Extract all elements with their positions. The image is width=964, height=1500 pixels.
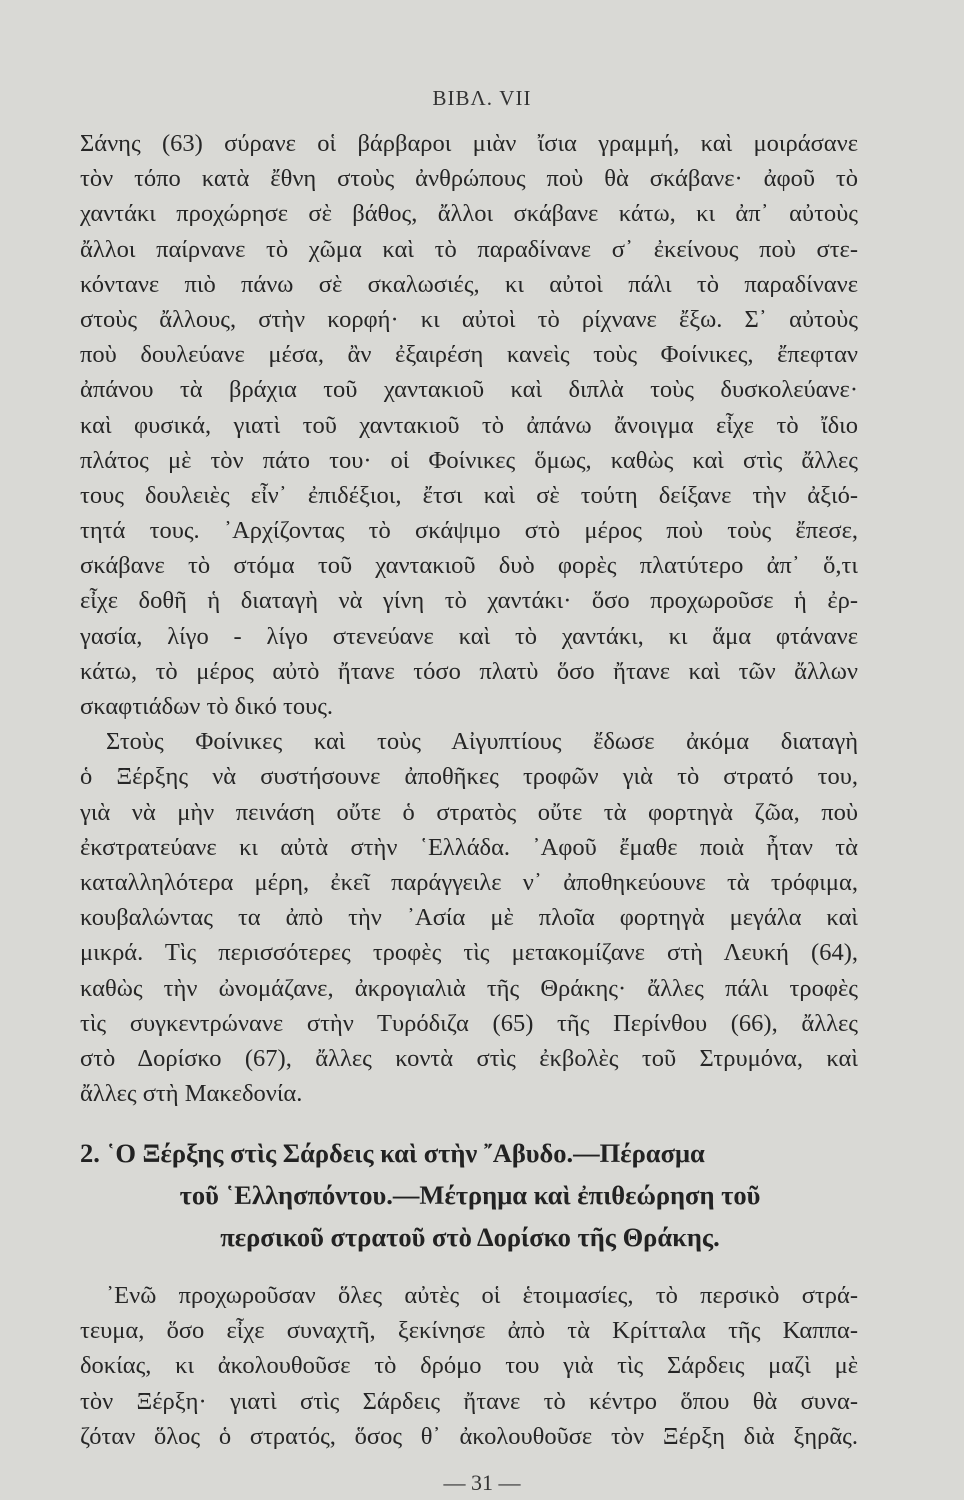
text-line: τους δουλειὲς εἶν᾿ ἐπιδέξιοι, ἔτσι καὶ σὲ τούτη δείξανε τὴν ἀξιό- [80, 481, 858, 509]
text-line: καταλληλότερα μέρη, ἐκεῖ παράγγειλε ν᾿ ἀποθηκεύουνε τὰ τρόφιμα, [80, 868, 858, 896]
body-text-bottom [80, 1278, 858, 1454]
text-line: ἐκστρατεύανε κι αὐτὰ στὴν ῾Ελλάδα. ᾿Αφοῦ ἔμαθε ποιὰ ἦταν τὰ [80, 833, 858, 861]
text-line: χαντάκι προχώρησε σὲ βάθος, ἄλλοι σκάβανε κάτω, κι ἀπ᾿ αὐτοὺς [80, 200, 858, 228]
text-line: στοὺς ἄλλους, στὴν κορφή· κι αὐτοὶ τὸ ρίχνανε ἔξω. Σ᾿ αὐτοὺς [80, 305, 858, 333]
text-line: ἀπάνου τὰ βράχια τοῦ χαντακιοῦ καὶ διπλὰ τοὺς δυσκολεύανε· [80, 376, 858, 404]
text-line: τὶς συγκεντρώνανε στὴν Τυρόδιζα (65) τῆς Περίνθου (66), ἄλλες [80, 1009, 858, 1037]
text-line: ποὺ δουλεύανε μέσα, ἂν ἐξαιρέση κανεὶς τοὺς Φοίνικες, ἔπεφταν [80, 341, 858, 369]
text-line: πλάτος μὲ τὸν πάτο του· οἱ Φοίνικες ὅμως, καθὼς καὶ στὶς ἄλλες [80, 446, 858, 474]
text-line: Σάνης (63) σύρανε οἱ βάρβαροι μιὰν ἴσια γραμμή, καὶ μοιράσανε [80, 130, 858, 157]
text-line: γιὰ νὰ μὴν πεινάση οὔτε ὁ στρατὸς οὔτε τὰ φορτηγὰ ζῶα, ποὺ [80, 798, 858, 826]
text-line: κάτω, τὸ μέρος αὐτὸ ἤτανε τόσο πλατὺ ὅσο ἤτανε καὶ τῶν ἄλλων [80, 657, 858, 685]
text-line: τητά τους. ᾿Αρχίζοντας τὸ σκάψιμο στὸ μέρος ποὺ τοὺς ἔπεσε, [80, 517, 858, 545]
running-head: ΒΙΒΛ. VII [432, 86, 532, 110]
text-line: κουβαλώντας τα ἀπὸ τὴν ᾿Ασία μὲ πλοῖα φορτηγὰ μεγάλα καὶ [80, 904, 858, 932]
text-line: στὸ Δορίσκο (67), ἄλλες κοντὰ στὶς ἐκβολὲς τοῦ Στρυμόνα, καὶ [80, 1044, 858, 1072]
section-heading [80, 1132, 860, 1258]
text-line: μικρά. Τὶς περισσότερες τροφὲς τὶς μετακομίζανε στὴ Λευκή (64), [80, 939, 858, 967]
text-line: καὶ φυσικά, γιατὶ τοῦ χαντακιοῦ τὸ ἀπάνω ἄνοιγμα εἶχε τὸ ἴδιο [80, 411, 858, 439]
text-line: τὸν Ξέρξη· γιατὶ στὶς Σάρδεις ἤτανε τὸ κέντρο ὅπου θὰ συνα- [80, 1387, 858, 1415]
body-text-top [80, 126, 858, 1111]
text-line: κόντανε πιὸ πάνω σὲ σκαλωσιές, κι αὐτοὶ πάλι τὸ παραδίνανε [80, 270, 858, 298]
text-line: γασία, λίγο - λίγο στενεύανε καὶ τὸ χαντάκι, κι ἅμα φτάνανε [80, 622, 858, 650]
text-line: εἶχε δοθῆ ἡ διαταγὴ νὰ γίνη τὸ χαντάκι· ὅσο προχωροῦσε ἡ ἐρ- [80, 587, 858, 615]
heading-line: περσικοῦ στρατοῦ στὸ Δορίσκο τῆς Θράκης. [220, 1222, 720, 1252]
page-number: — 31 — [443, 1470, 521, 1495]
text-line: ζόταν ὅλος ὁ στρατός, ὅσος θ᾿ ἀκολουθοῦσε τὸν Ξέρξη διὰ ξηρᾶς. [80, 1422, 858, 1450]
text-line: σκάβανε τὸ στόμα τοῦ χαντακιοῦ δυὸ φορὲς πλατύτερο ἀπ᾿ ὅ,τι [80, 552, 858, 580]
text-line: καθὼς τὴν ὠνομάζανε, ἀκρογιαλιὰ τῆς Θράκης· ἄλλες πάλι τροφὲς [80, 974, 858, 1002]
heading-line: 2. ῾Ο Ξέρξης στὶς Σάρδεις καὶ στὴν ῎Αβυδο.—Πέρασμα [80, 1138, 705, 1168]
text-line: τὸν τόπο κατὰ ἔθνη στοὺς ἀνθρώπους ποὺ θὰ σκάβανε· ἀφοῦ τὸ [80, 165, 858, 193]
text-line: σκαφτιάδων τὸ δικό τους. [80, 693, 334, 720]
text-line: Στοὺς Φοίνικες καὶ τοὺς Αἰγυπτίους ἔδωσε ἀκόμα διαταγὴ [106, 728, 858, 756]
text-line: ἄλλες στὴ Μακεδονία. [80, 1080, 303, 1108]
text-line: ᾿Ενῶ προχωροῦσαν ὅλες αὐτὲς οἱ ἑτοιμασίες, τὸ περσικὸ στρά- [106, 1282, 858, 1309]
text-line: ὁ Ξέρξης νὰ συστήσουνε ἀποθῆκες τροφῶν γιὰ τὸ στρατό του, [80, 763, 858, 791]
heading-line: τοῦ ῾Ελλησπόντου.—Μέτρημα καὶ ἐπιθεώρηση τοῦ [179, 1180, 761, 1210]
text-line: ἄλλοι παίρνανε τὸ χῶμα καὶ τὸ παραδίνανε σ᾿ ἐκείνους ποὺ στε- [80, 235, 858, 263]
text-line: τευμα, ὅσο εἶχε συναχτῆ, ξεκίνησε ἀπὸ τὰ Κρίτταλα τῆς Καππα- [80, 1317, 858, 1345]
text-line: δοκίας, κι ἀκολουθοῦσε τὸ δρόμο του γιὰ τὶς Σάρδεις μαζὶ μὲ [80, 1352, 858, 1380]
